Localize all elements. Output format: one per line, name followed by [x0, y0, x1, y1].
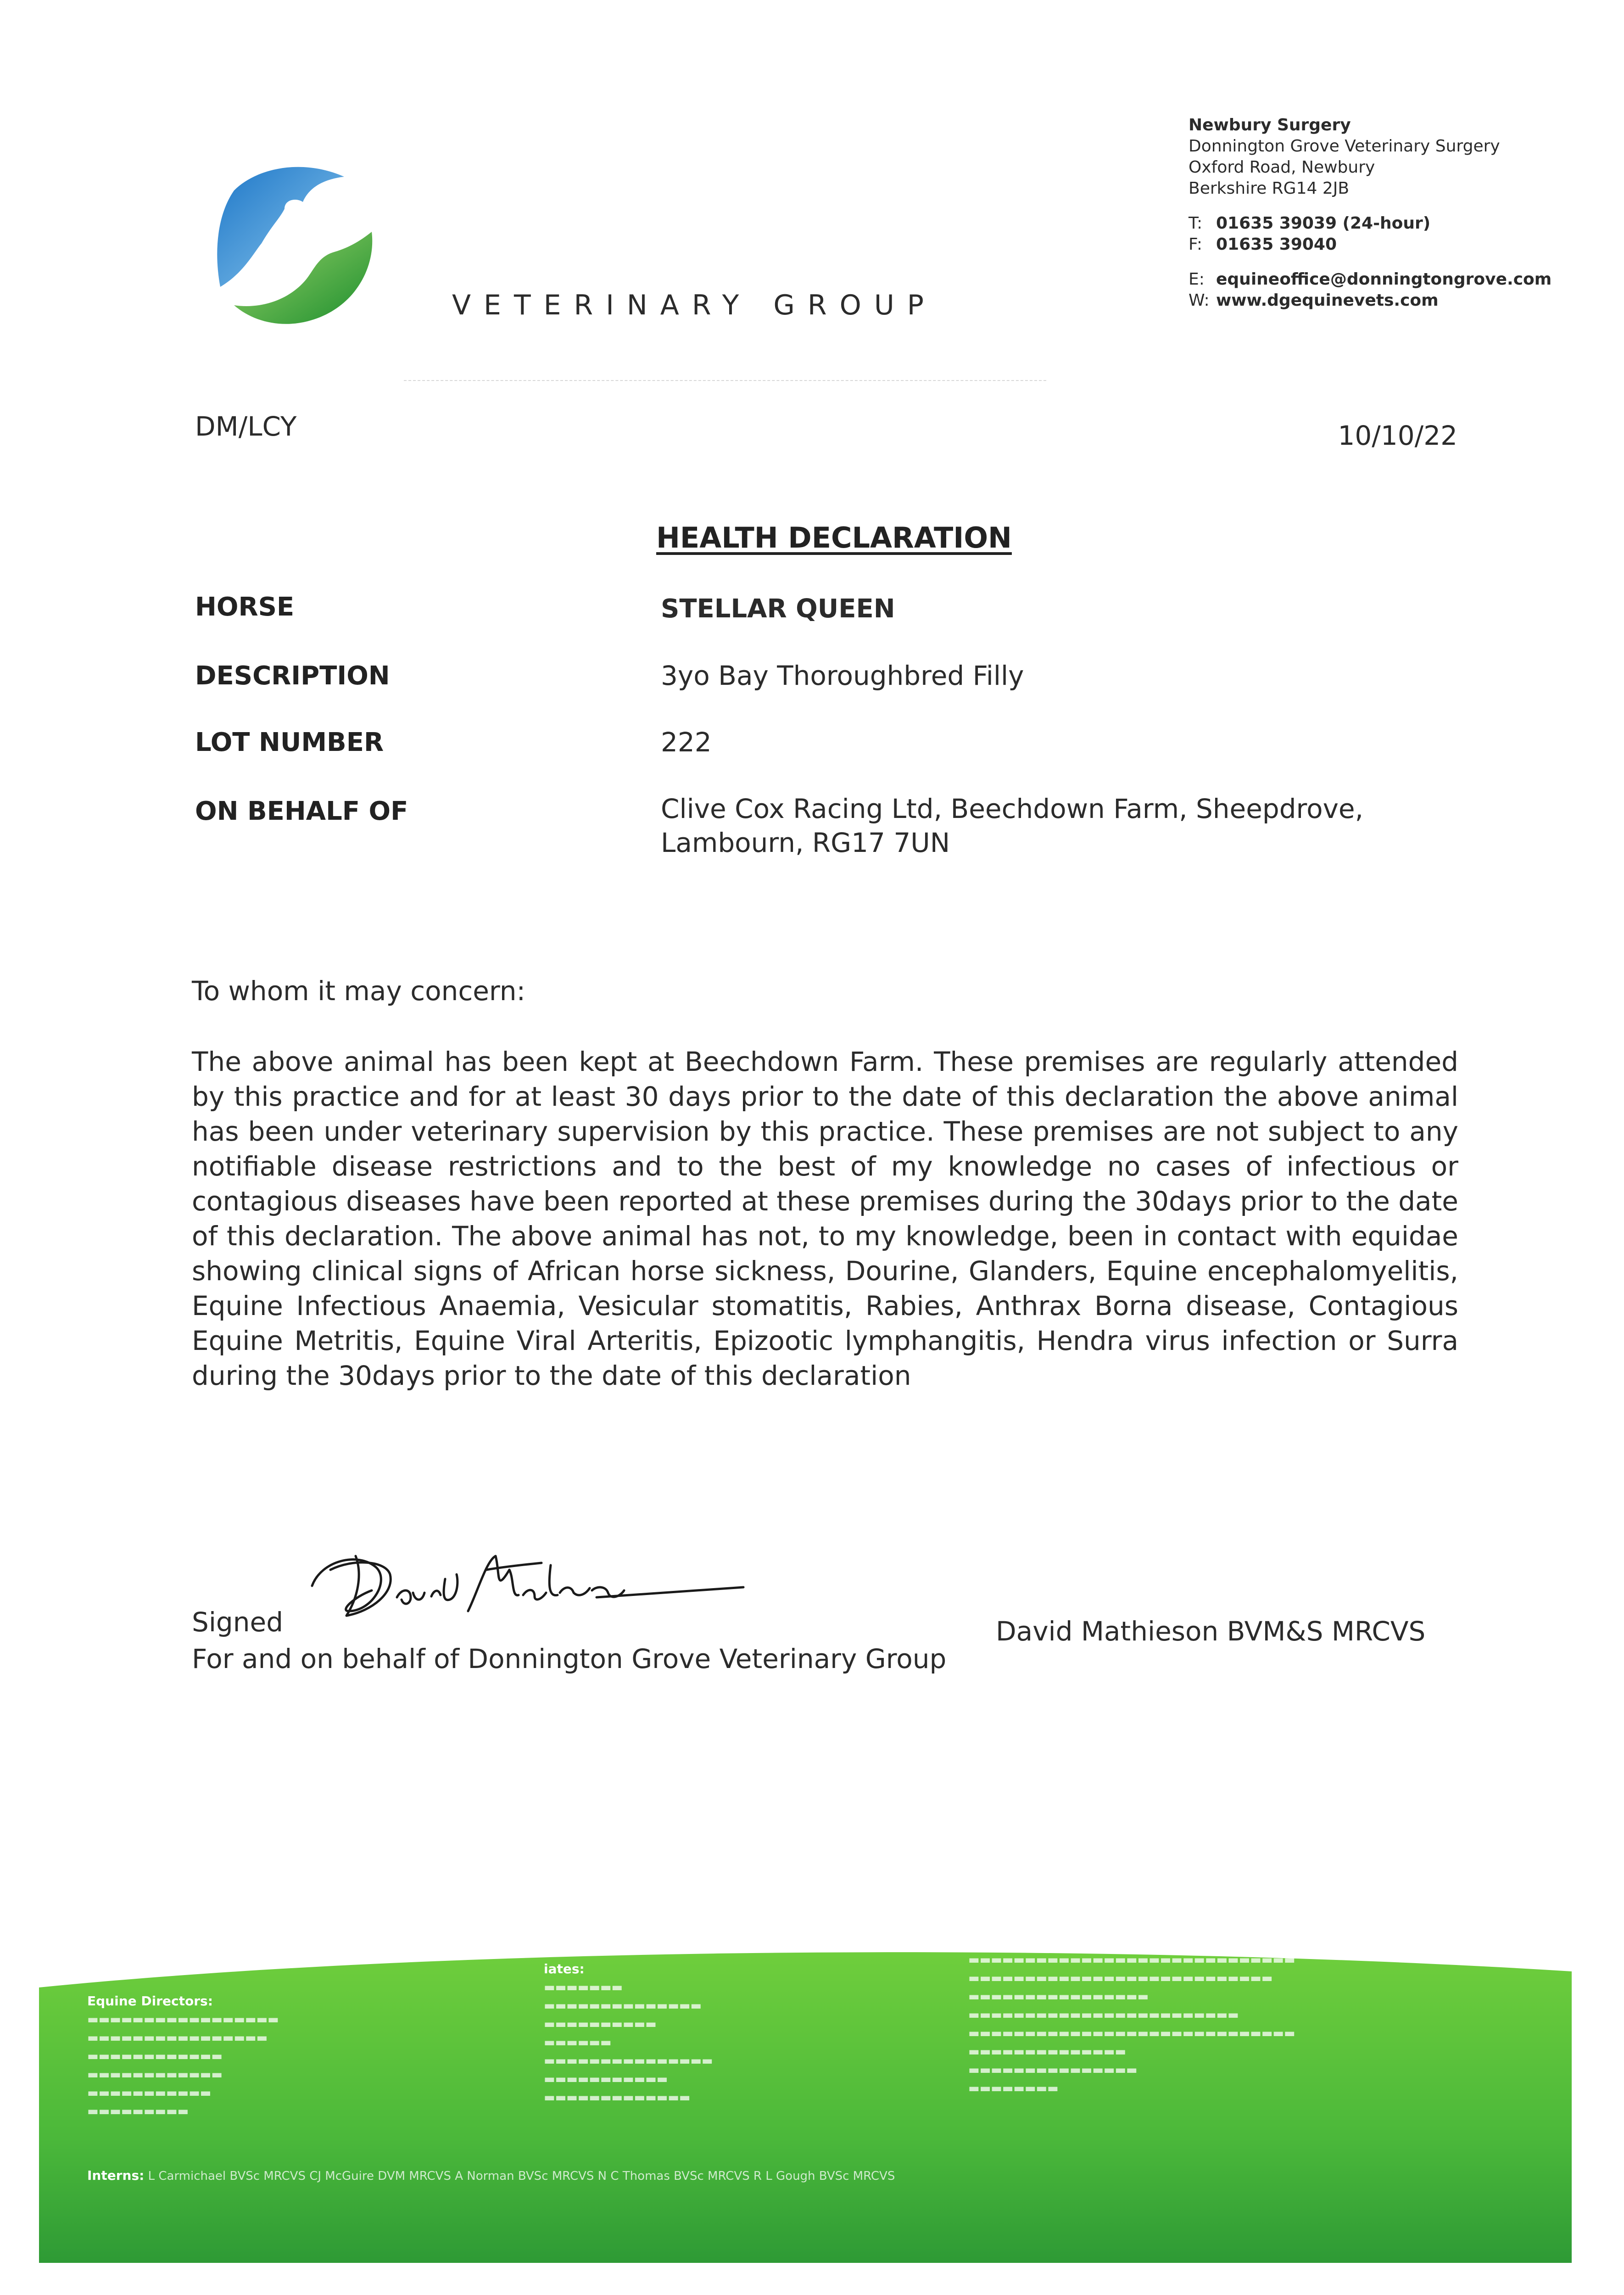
- footer-directors-column: [87, 1992, 500, 2121]
- faded-text-line: ▬▬▬▬▬▬▬▬▬▬▬▬▬▬: [968, 2045, 1126, 2059]
- salutation: To whom it may concern:: [192, 975, 526, 1007]
- address-line: Oxford Road, Newbury: [1189, 158, 1375, 177]
- veterinary-group-logo: [216, 158, 385, 328]
- faded-text-line: ▬▬▬▬▬▬▬▬▬▬▬▬▬▬▬▬: [87, 2031, 268, 2045]
- faded-text-line: ▬▬▬▬▬▬▬▬▬▬▬▬: [87, 2068, 223, 2082]
- associates-heading: iates:: [544, 1961, 585, 1976]
- faded-text-line: ▬▬▬▬▬▬▬▬▬▬▬▬▬▬▬▬▬▬▬▬▬▬▬▬▬▬▬: [968, 1971, 1273, 1985]
- faded-text-line: ▬▬▬▬▬▬▬▬▬▬▬: [544, 2072, 668, 2086]
- faded-text-line: ▬▬▬▬▬▬▬▬▬▬▬: [87, 2086, 212, 2100]
- brand-wordmark: VETERINARY GROUP: [452, 289, 937, 321]
- lot-number-value: 222: [661, 727, 712, 758]
- fax-label: F:: [1189, 235, 1203, 254]
- faded-text-line: ▬▬▬▬▬▬▬▬▬▬▬▬▬▬▬▬▬▬▬▬▬▬▬▬▬▬▬▬▬: [968, 1953, 1295, 1967]
- faded-text-line: ▬▬▬▬▬▬▬▬▬▬▬▬▬▬▬▬: [968, 1990, 1149, 2004]
- declaration-body: The above animal has been kept at Beechdown Farm. These premises are regularly attended by this practice and for at least 30 days prior to the date of this declaration the above animal has been under veterinary supervision by this practice. These premises are not subject to any notifiable disease restrictions and to the best of my knowledge no cases of infectious or contagious diseases have been reported at these premises during the 30days prior to the date of this declaration. The above animal has not, to my knowledge, been in contact with equidae showing clinical signs of African horse sickness, Dourine, Glanders, Equine encephalomyelitis, Equine Infectious Anaemia, Vesicular stomatitis, Rabies, Anthrax Borna disease, Contagious Equine Metritis, Equine Viral Arteritis, Epizootic lymphangitis, Hendra virus infection or Surra during the 30days prior to the date of this declaration: [192, 1046, 1458, 1391]
- footer-interns-line: [87, 2166, 1464, 2185]
- footer-associates-column: [544, 1960, 911, 2107]
- address-line: Donnington Grove Veterinary Surgery: [1189, 137, 1500, 156]
- footer-vets-column: [968, 1951, 1537, 2098]
- faded-text-line: ▬▬▬▬▬▬▬▬▬▬▬▬▬▬▬: [968, 2063, 1138, 2077]
- faded-text-line: ▬▬▬▬▬▬▬▬▬▬▬▬▬: [544, 2091, 691, 2105]
- signed-label: Signed: [192, 1606, 284, 1638]
- faded-text-line: ▬▬▬▬▬▬: [544, 2036, 612, 2049]
- on-behalf-of-label: ON BEHALF OF: [195, 796, 408, 826]
- on-behalf-line: For and on behalf of Donnington Grove Veterinary Group: [192, 1643, 947, 1674]
- faded-text-line: ▬▬▬▬▬▬▬▬▬: [87, 2105, 189, 2118]
- tel-label: T:: [1189, 214, 1203, 233]
- vet-name: David Mathieson BVM&S MRCVS: [996, 1616, 1426, 1647]
- fax-number: 01635 39040: [1216, 235, 1337, 254]
- document-title: HEALTH DECLARATION: [656, 521, 1012, 554]
- interns-heading: Interns:: [87, 2168, 145, 2183]
- email-label: E:: [1189, 270, 1205, 289]
- web-address: www.dgequinevets.com: [1216, 291, 1439, 310]
- surgery-name: Newbury Surgery: [1189, 116, 1351, 134]
- letter-date: 10/10/22: [1338, 420, 1457, 451]
- tel-number: 01635 39039 (24-hour): [1216, 214, 1431, 233]
- surgery-address-block: [1189, 115, 1565, 311]
- description-value: 3yo Bay Thoroughbred Filly: [661, 660, 1024, 691]
- faded-text-line: ▬▬▬▬▬▬▬: [544, 1981, 623, 1994]
- web-label: W:: [1189, 291, 1210, 310]
- lot-number-label: LOT NUMBER: [195, 728, 384, 757]
- address-line: Berkshire RG14 2JB: [1189, 179, 1350, 198]
- horse-label: HORSE: [195, 592, 295, 622]
- interns-list: L Carmichael BVSc MRCVS CJ McGuire DVM MRCVS A Norman BVSc MRCVS N C Thomas BVSc MRCVS R L Gough BVSc MRCVS: [148, 2169, 895, 2183]
- faded-text-line: ▬▬▬▬▬▬▬▬▬▬▬▬▬▬▬▬▬▬▬▬▬▬▬▬: [968, 2008, 1239, 2022]
- faded-text-line: ▬▬▬▬▬▬▬▬▬▬: [544, 2017, 657, 2031]
- reference-code: DM/LCY: [195, 411, 297, 442]
- faded-text-line: ▬▬▬▬▬▬▬▬▬▬▬▬▬▬▬▬▬: [87, 2013, 279, 2026]
- handwritten-signature: [303, 1542, 753, 1634]
- directors-heading: Equine Directors:: [87, 1993, 213, 2009]
- faded-text-line: ▬▬▬▬▬▬▬▬▬▬▬▬▬▬: [544, 1999, 702, 2013]
- faded-text-line: ▬▬▬▬▬▬▬▬: [968, 2082, 1059, 2095]
- on-behalf-of-value: Clive Cox Racing Ltd, Beechdown Farm, Sheepdrove, Lambourn, RG17 7UN: [661, 793, 1364, 858]
- email-address: equineoffice@donningtongrove.com: [1216, 270, 1552, 289]
- faded-text-line: ▬▬▬▬▬▬▬▬▬▬▬▬▬▬▬: [544, 2054, 713, 2068]
- header-divider: [404, 380, 1046, 381]
- faded-text-line: ▬▬▬▬▬▬▬▬▬▬▬▬: [87, 2049, 223, 2063]
- description-label: DESCRIPTION: [195, 661, 390, 691]
- faded-text-line: ▬▬▬▬▬▬▬▬▬▬▬▬▬▬▬▬▬▬▬▬▬▬▬▬▬▬▬▬▬: [968, 2026, 1295, 2040]
- horse-value: STELLAR QUEEN: [661, 594, 895, 624]
